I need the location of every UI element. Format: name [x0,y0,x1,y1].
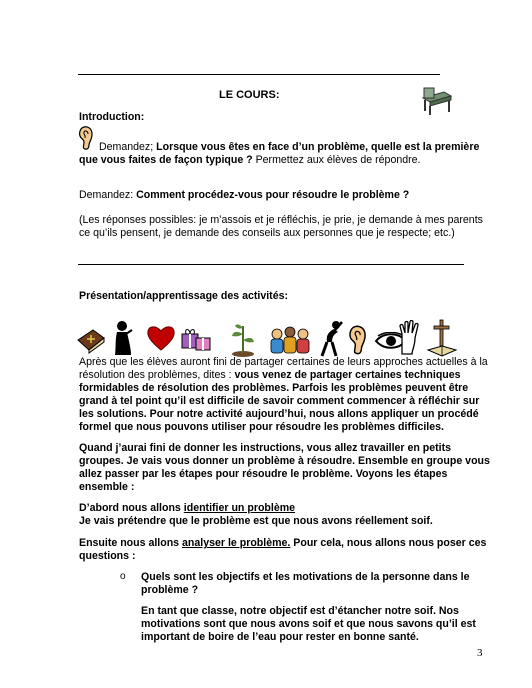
step-2-line-2: questions : [79,550,136,562]
intro-question-2-prefix: Demandez: [79,189,137,201]
ear-icon [348,324,370,356]
intro-question-2-bold: Comment procédez-vous pour résoudre le problème ? [136,189,410,201]
bullet-paragraph-line-2: motivations sont que nous avons soif et que nous savons qu’il est [141,618,476,630]
bullet-line-1: Quels sont les objectifs et les motivations de la personne dans le [141,571,470,583]
intro-question-1-bold-2: que vous faites de façon typique ? [79,154,253,166]
paragraph-2-line-3: allez passer par les étapes pour résoudre le problème. Voyons les étapes [79,468,448,480]
step-2-underlined: analyser le problème. [182,537,291,549]
gift-icon [178,324,214,354]
bullet-paragraph-line-1: En tant que classe, notre objectif est d’étancher notre soif. Nos [141,605,459,617]
cross-book-icon [426,318,458,358]
paragraph-2-line-4: ensemble : [79,481,135,493]
presentation-heading: Présentation/apprentissage des activités: [79,290,289,302]
ear-icon [78,125,96,151]
intro-question-1-line-2 [79,154,421,167]
bullet-paragraph-line-3: important de boire de l’eau pour rester en bonne santé. [141,631,419,643]
paragraph-1-plain: résolution des problèmes, dites : [79,369,235,381]
paragraph-1-line-4: grand à tel point qu’il est difficile de savoir comment commencer à réfléchir sur [79,395,480,407]
paragraph-2-line-2: groupes. Je vais vous donner un problème à résoudre. Ensemble en groupe vous [79,455,490,467]
page-number: 3 [477,647,483,659]
step-2-line-1 [79,537,486,550]
bullet-line-2: problème ? [141,584,199,596]
step-2-rest: Pour cela, nous allons nous poser ces [290,537,487,549]
paragraph-1-line-1: Après que les élèves auront fini de partager certaines de leurs approches actuelles à la [79,356,488,368]
intro-question-1-prefix: Demandez; [99,141,157,153]
paragraph-1-line-3: formidables de résolution des problèmes. Parfois les problèmes peuvent être [79,382,469,394]
praying-person-icon [112,320,134,356]
top-divider [78,74,440,75]
step-1-line-2: Je vais prétendre que le problème est que nous avons réellement soif. [79,515,433,527]
intro-question-1-instruction: Permettez aux élèves de répondre. [252,154,421,166]
heart-icon [146,324,176,352]
bullet-marker: o [120,571,126,582]
intro-question-1-line-1 [99,141,479,154]
possible-answers-line-1: (Les réponses possibles: je m’assois et je réfléchis, je prie, je demande à mes parents [79,214,483,226]
paragraph-1-line-2 [79,369,461,382]
school-desk-icon [420,86,454,116]
intro-question-1-bold: Lorsque vous êtes en face d’un problème, quelle est la première [156,141,480,153]
possible-answers-line-2: ce qu’ils pensent, je demande des conseils aux personnes que je respecte; etc.) [79,227,455,239]
step-2-intro: Ensuite nous allons [79,537,183,549]
step-1-line-1 [79,502,295,515]
group-icon [268,326,312,356]
paragraph-1-line-5: les solutions. Pour notre activité aujourd’hui, nous allons appliquer un procédé [79,408,479,420]
middle-divider [78,264,464,265]
intro-heading: Introduction: [79,111,145,123]
stretching-person-icon [318,320,344,358]
page-title: LE COURS: [219,89,280,101]
step-1-underlined: identifier un problème [183,502,296,514]
hand-icon [396,320,422,356]
bible-icon [76,326,106,354]
paragraph-1-line-6: formel que nous pouvons utiliser pour résoudre les problèmes difficiles. [79,421,444,433]
paragraph-1-bold-start: vous venez de partager certaines techniques [234,369,461,381]
plant-icon [228,320,258,358]
paragraph-2-line-1: Quand j’aurai fini de donner les instructions, vous allez travailler en petits [79,442,452,454]
intro-question-2 [79,189,409,202]
step-1-intro: D’abord nous allons [79,502,184,514]
